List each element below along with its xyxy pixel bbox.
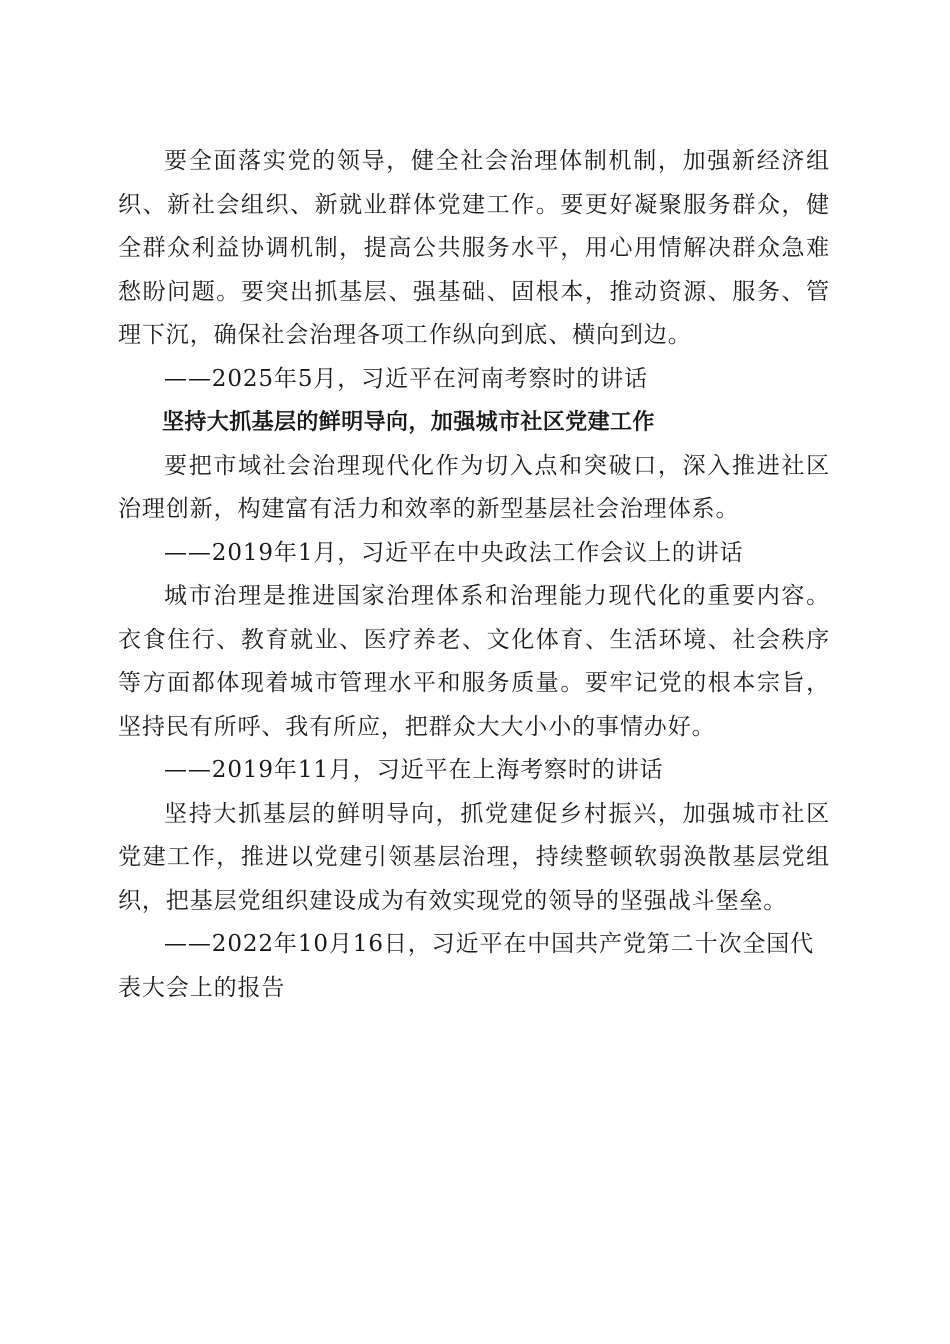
paragraph-congress-quote: 坚持大抓基层的鲜明导向，抓党建促乡村振兴，加强城市社区党建工作，推进以党建引领基层治理，持续整顿软弱涣散基层党组织，把基层党组织建设成为有效实现党的领导的坚强战斗堡垒。: [118, 800, 830, 914]
source-henan-2025: ——2025年5月，习近平在河南考察时的讲话: [164, 365, 648, 392]
source-political-legal-2019: ——2019年1月，习近平在中央政法工作会议上的讲话: [164, 539, 744, 566]
source-20th-congress-2022: ——2022年10月16日，习近平在中国共产党第二十次全国代表大会上的报告: [118, 931, 815, 1001]
source-shanghai-2019: ——2019年11月，习近平在上海考察时的讲话: [164, 757, 664, 783]
document-page: [118, 140, 830, 1010]
paragraph-henan-quote: 要全面落实党的领导，健全社会治理体制机制，加强新经济组织、新社会组织、新就业群体党建工作。要更好凝聚服务群众，健全群众利益协调机制，提高公共服务水平，用心用情解决群众急难愁盼问题。要突出抓基层、强基础、固根本，推动资源、服务、管理下沉，确保社会治理各项工作纵向到底、横向到边。: [118, 148, 830, 348]
paragraph-political-legal-quote: 要把市域社会治理现代化作为切入点和突破口，深入推进社区治理创新，构建富有活力和效率的新型基层社会治理体系。: [118, 452, 830, 522]
paragraph-shanghai-quote: 城市治理是推进国家治理体系和治理能力现代化的重要内容。衣食住行、教育就业、医疗养老、文化体育、生活环境、社会秩序等方面都体现着城市管理水平和服务质量。要牢记党的根本宗旨，坚持民有所呼、我有所应，把群众大大小小的事情办好。: [118, 583, 830, 740]
section-heading: 坚持大抓基层的鲜明导向，加强城市社区党建工作: [162, 410, 655, 435]
